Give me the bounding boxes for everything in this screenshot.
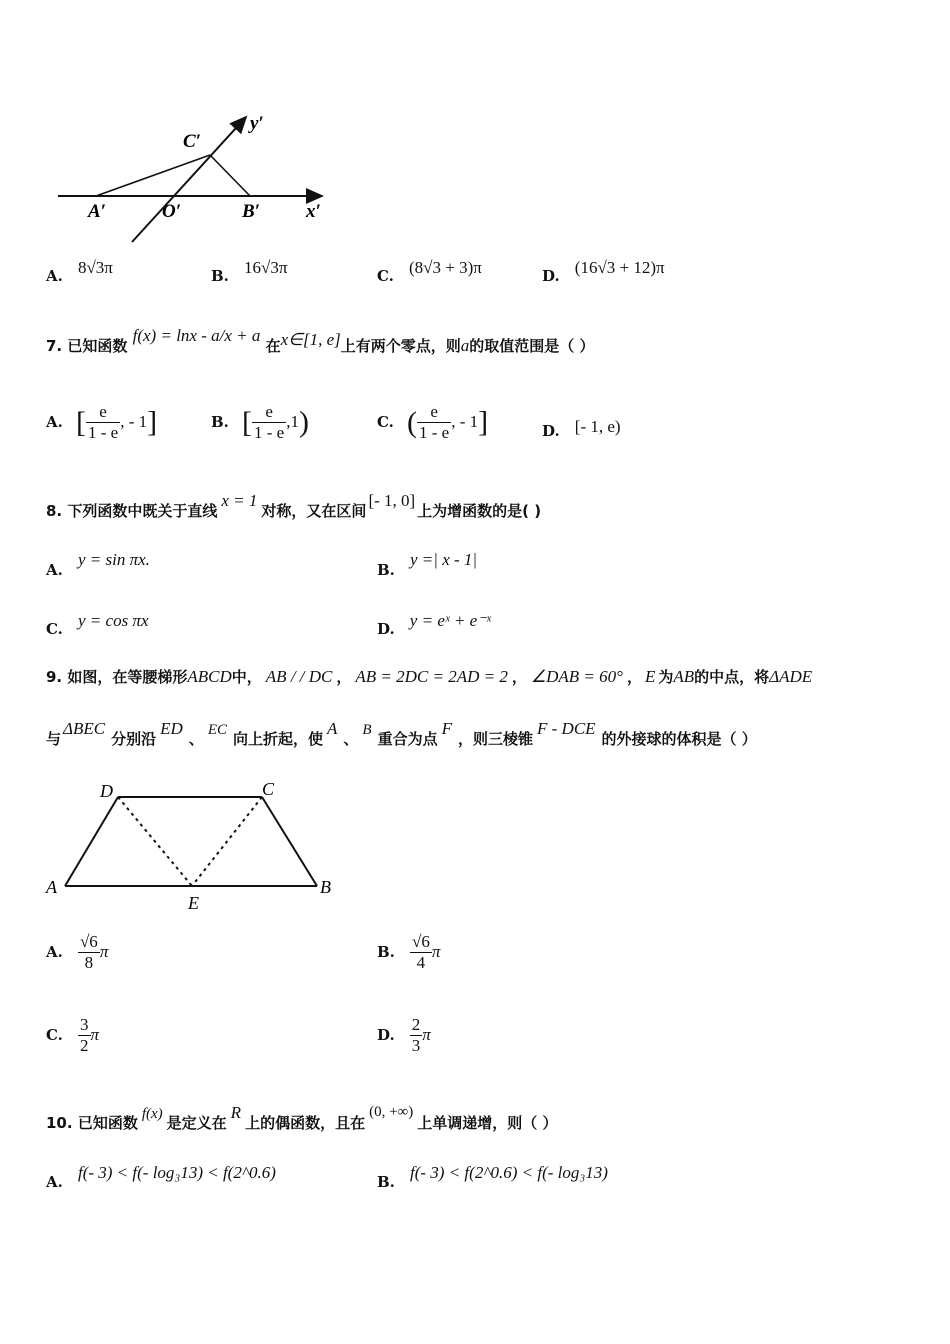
q6-option-b[interactable] (211, 258, 288, 286)
stem-text: ， (511, 668, 527, 686)
fraction-numerator: √6 (79, 932, 98, 951)
math-expression: EC (207, 722, 227, 738)
bracket-left: [ (75, 405, 86, 439)
label-b: B (320, 877, 331, 897)
q10-stem (46, 1103, 558, 1133)
stem-text: 的外接球的体积是（ ） (601, 730, 757, 748)
option-tail: π (99, 942, 109, 961)
stem-text: 下列函数中既关于直线 (67, 502, 218, 520)
question-number: 8. (46, 502, 63, 520)
q9-option-b[interactable] (377, 932, 440, 973)
q9-option-d[interactable] (377, 1015, 431, 1056)
fraction-denominator: 1 - e (254, 423, 285, 442)
option-letter: D. (377, 620, 395, 638)
stem-text: 为 (658, 668, 674, 686)
trapezoid-figure (40, 775, 350, 915)
math-expression: ED (160, 719, 183, 738)
option-tail: π (431, 942, 441, 961)
option-text: 16√3π (244, 258, 288, 277)
option-letter: D. (542, 267, 560, 285)
option-letter: C. (377, 413, 394, 431)
option-letter: C. (46, 1026, 63, 1044)
math-expression: f(x) (141, 1106, 163, 1122)
stem-text: 的中点，将 (694, 668, 770, 686)
fraction-denominator: 1 - e (87, 423, 119, 442)
segment-c-b (210, 155, 250, 196)
math-expression: AB (673, 667, 695, 686)
option-text: [- 1, e) (574, 417, 621, 436)
fraction-numerator: 3 (80, 1015, 89, 1034)
q8-stem (46, 491, 542, 521)
question-number: 10. (46, 1114, 73, 1132)
q6-option-d[interactable] (542, 258, 665, 286)
option-text: (16√3 + 12)π (574, 258, 665, 277)
option-text: y = sin πx. (77, 550, 150, 569)
q7-option-b[interactable] (211, 402, 309, 443)
option-letter: B. (377, 561, 395, 579)
option-text: (8√3 + 3)π (409, 258, 482, 277)
label-a: A′ (88, 201, 107, 222)
stem-text: 上的偶函数，且在 (245, 1114, 366, 1132)
q9-stem-line1 (46, 666, 812, 687)
stem-text: ， (336, 668, 352, 686)
q8-option-c[interactable] (46, 611, 149, 639)
q8-option-d[interactable] (377, 611, 491, 639)
option-tail: ,1 (286, 412, 299, 431)
label-o: O′ (162, 201, 182, 222)
stem-text: 上单调递增，则（ ） (417, 1114, 558, 1132)
math-expression: ABCD (187, 667, 232, 686)
question-number: 7. (46, 337, 63, 355)
option-text: y =| x - 1| (410, 550, 478, 569)
option-text: y = cos πx (78, 611, 149, 630)
option-tail: , - 1 (120, 412, 148, 431)
option-letter: B. (211, 413, 229, 431)
question-number: 9. (46, 668, 63, 686)
fraction-numerator: e (86, 402, 120, 423)
fraction-denominator: 8 (84, 953, 94, 972)
option-letter: A. (46, 561, 63, 579)
label-d: D (100, 781, 113, 801)
q10-option-b[interactable] (377, 1163, 608, 1192)
fraction-numerator: √6 (412, 932, 430, 951)
interval-expression: [- 1, 0] (368, 491, 416, 510)
math-expression: ∠DAB = 60° (530, 667, 623, 686)
q7-stem (46, 326, 595, 356)
label-a: A (46, 877, 57, 897)
side-bc (262, 797, 317, 886)
math-expression: R (230, 1103, 242, 1122)
fold-ed (118, 797, 192, 886)
option-text: y = eˣ + e⁻ˣ (409, 611, 491, 630)
q7-option-a[interactable] (46, 402, 157, 443)
label-y: y′ (250, 113, 264, 134)
q9-option-a[interactable] (46, 932, 108, 973)
stem-text: 重合为点 (377, 730, 438, 748)
option-letter: A. (46, 413, 63, 431)
bracket-left: ( (407, 405, 417, 439)
label-e: E (188, 893, 199, 913)
stem-text: 中， (231, 668, 262, 686)
q6-option-a[interactable] (46, 258, 113, 286)
stem-text: 的取值范围是（ ） (469, 337, 595, 355)
label-c: C (262, 779, 275, 799)
math-expression: ΔBEC (63, 719, 106, 738)
option-letter: C. (46, 620, 63, 638)
option-text: f(- 3) < f(- log₃13) < f(2^0.6) (77, 1163, 276, 1182)
fraction-denominator: 1 - e (419, 423, 450, 442)
math-expression: A (327, 719, 338, 738)
q7-option-c[interactable] (377, 402, 488, 443)
fraction-numerator: e (417, 402, 451, 423)
stem-text: 对称，又在区间 (261, 502, 367, 520)
fraction-numerator: 2 (411, 1015, 421, 1034)
bracket-right: ] (147, 405, 158, 439)
option-text: f(- 3) < f(2^0.6) < f(- log₃13) (410, 1163, 608, 1182)
bracket-left: [ (242, 405, 252, 439)
option-letter: A. (46, 267, 63, 285)
q6-option-c[interactable] (377, 258, 482, 286)
option-letter: B. (377, 943, 395, 961)
q10-option-a[interactable] (46, 1163, 276, 1192)
label-c: C′ (183, 131, 202, 152)
math-expression: AB / / DC (265, 667, 333, 686)
fraction-denominator: 4 (416, 953, 426, 972)
stem-text: 在 (265, 337, 281, 355)
line-expression: x = 1 (221, 491, 258, 510)
q9-stem-line2 (46, 719, 757, 749)
option-tail: π (422, 1025, 431, 1044)
stem-text: 、 (188, 730, 204, 748)
option-letter: D. (542, 422, 560, 440)
label-b: B′ (242, 201, 261, 222)
math-expression: E (644, 667, 656, 686)
stem-text: ，则三棱锥 (457, 730, 533, 748)
math-expression: F (441, 719, 452, 738)
stem-text: 如图，在等腰梯形 (67, 668, 188, 686)
stem-text: 向上折起，使 (232, 730, 323, 748)
math-expression: F - DCE (537, 719, 596, 738)
option-tail: π (90, 1025, 100, 1044)
fraction-denominator: 2 (80, 1036, 89, 1055)
option-letter: B. (377, 1173, 395, 1191)
domain-expression: x∈[1, e] (280, 330, 341, 349)
side-ad (65, 797, 118, 886)
option-tail: , - 1 (451, 412, 479, 431)
option-letter: B. (211, 267, 229, 285)
math-expression: B (362, 722, 372, 738)
bracket-right: ] (478, 405, 489, 439)
q9-option-c[interactable] (46, 1015, 99, 1056)
stem-text: 上有两个零点，则 (340, 337, 461, 355)
stem-text: ， (626, 668, 642, 686)
q8-option-b[interactable] (377, 550, 478, 580)
fraction-denominator: 3 (411, 1036, 421, 1055)
math-expression: (0, +∞) (369, 1104, 414, 1120)
label-x: x′ (306, 201, 321, 222)
stem-text: 已知函数 (77, 1114, 138, 1132)
option-letter: A. (46, 943, 63, 961)
math-expression: AB = 2DC = 2AD = 2 (355, 667, 508, 686)
stem-text: 分别沿 (111, 730, 157, 748)
fraction-numerator: e (252, 402, 286, 423)
function-expression: f(x) = lnx - a/x + a (132, 326, 261, 345)
option-letter: A. (46, 1173, 63, 1191)
q7-option-d[interactable] (542, 417, 621, 441)
option-letter: D. (377, 1026, 395, 1044)
variable-a: a (460, 336, 470, 355)
stem-text: 与 (46, 730, 62, 748)
fold-ec (192, 797, 262, 886)
stem-text: 、 (343, 730, 359, 748)
bracket-right: ) (298, 405, 309, 439)
math-expression: ΔADE (769, 667, 813, 686)
stem-text: 是定义在 (166, 1114, 227, 1132)
oblique-axes-figure (50, 105, 340, 250)
stem-text: 上为增函数的是( ) (417, 502, 542, 520)
stem-text: 已知函数 (67, 337, 128, 355)
option-letter: C. (377, 267, 394, 285)
option-text: 8√3π (77, 258, 113, 277)
q8-option-a[interactable] (46, 550, 150, 580)
